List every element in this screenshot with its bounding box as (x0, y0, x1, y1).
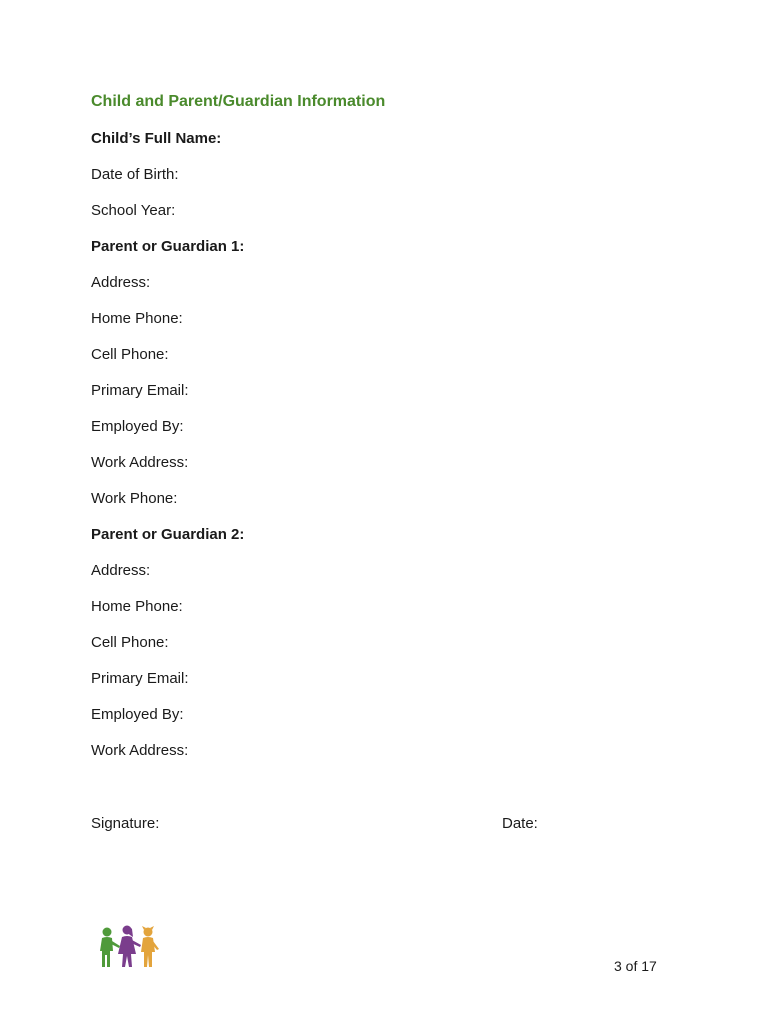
three-children-holding-hands-icon (96, 924, 162, 970)
logo-figure-green (100, 928, 120, 968)
field-label-guardian-1-work-phone: Work Phone: (91, 490, 178, 507)
field-label-date-of-birth: Date of Birth: (91, 166, 179, 183)
field-label-guardian-2-home-phone: Home Phone: (91, 598, 183, 615)
field-label-guardian-2-employed-by: Employed By: (91, 706, 184, 723)
field-label-guardian-1-primary-email: Primary Email: (91, 382, 189, 399)
field-label-guardian-1-cell-phone: Cell Phone: (91, 346, 169, 363)
field-label-guardian-2-address: Address: (91, 562, 151, 579)
field-label-guardian-1-employed-by: Employed By: (91, 418, 184, 435)
field-label-guardian-1-work-address: Work Address: (91, 454, 189, 471)
field-label-guardian-2-primary-email: Primary Email: (91, 670, 189, 687)
logo-figure-purple (118, 926, 141, 968)
field-list (91, 130, 244, 778)
field-label-guardian-2-work-address: Work Address: (91, 742, 189, 759)
field-label-child-full-name: Child’s Full Name: (91, 130, 222, 147)
page-number: 3 of 17 (614, 958, 657, 974)
field-label-guardian-1-heading: Parent or Guardian 1: (91, 238, 245, 255)
date-label: Date: (502, 815, 538, 832)
field-label-school-year: School Year: (91, 202, 176, 219)
logo-figure-orange (141, 926, 159, 967)
signature-label: Signature: (91, 815, 160, 832)
field-label-guardian-1-address: Address: (91, 274, 151, 291)
field-label-guardian-2-cell-phone: Cell Phone: (91, 634, 169, 651)
section-title: Child and Parent/Guardian Information (91, 93, 386, 110)
field-label-guardian-1-home-phone: Home Phone: (91, 310, 183, 327)
field-label-guardian-2-heading: Parent or Guardian 2: (91, 526, 245, 543)
